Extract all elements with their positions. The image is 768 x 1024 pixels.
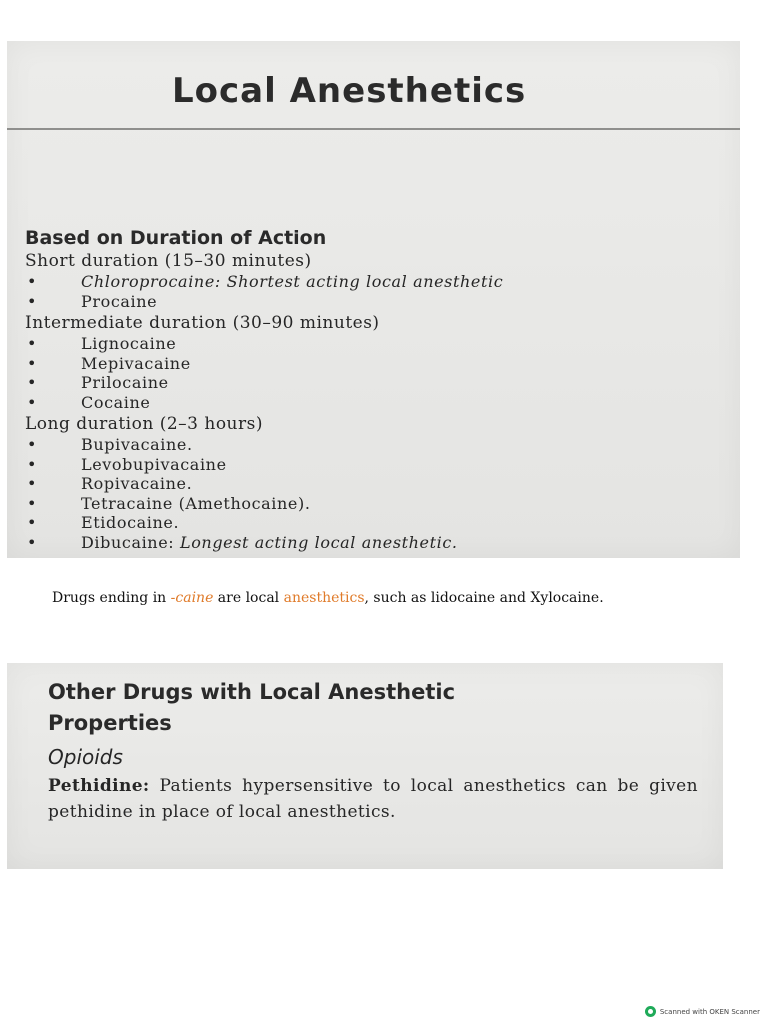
drug-note: Longest acting local anesthetic.	[179, 532, 458, 552]
group-title: Long duration (2–3 hours)	[25, 414, 263, 434]
oken-scanner-logo-icon	[645, 1006, 656, 1017]
textbook-photo-other-drugs	[7, 663, 723, 869]
list-item: • Ropivacaine.	[25, 474, 730, 494]
duration-group-intermediate	[25, 313, 730, 412]
caption-term: lidocaine	[430, 590, 496, 606]
section-heading	[48, 677, 698, 739]
group-title: Intermediate duration (30–90 minutes)	[25, 313, 380, 333]
subheading: Opioids	[48, 745, 123, 769]
duration-section	[25, 227, 730, 552]
scanner-watermark	[645, 1006, 760, 1017]
list-item: • Etidocaine.	[25, 513, 730, 533]
drug-name: Dibucaine:	[81, 532, 175, 552]
list-item: • Procaine	[25, 292, 730, 312]
caption-term: Xylocaine	[530, 590, 600, 606]
list-item: • Tetracaine (Amethocaine).	[25, 494, 730, 514]
textbook-photo-local-anesthetics	[7, 41, 740, 558]
caption-suffix: -caine	[170, 590, 214, 606]
caption-part: , such as	[364, 590, 431, 606]
list-item: • Mepivacaine	[25, 354, 730, 374]
definition: Patients hypersensitive to local anesthetics can be given pethidine in place of local anesthetics.	[48, 776, 698, 822]
section-heading: Based on Duration of Action	[25, 227, 327, 249]
caption-highlight: anesthetics	[283, 590, 365, 606]
term: Pethidine:	[48, 776, 150, 796]
caption-part: are local	[213, 590, 284, 606]
caption-part: and	[495, 590, 531, 606]
heading-line: Other Drugs with Local Anesthetic	[48, 680, 456, 704]
page-title: Local Anesthetics	[172, 71, 527, 111]
other-drugs-section	[48, 677, 698, 825]
paragraph	[48, 773, 698, 825]
list-item: • Cocaine	[25, 393, 730, 413]
group-title: Short duration (15–30 minutes)	[25, 251, 312, 271]
caption-part: .	[599, 590, 604, 606]
caption-part: Drugs ending in	[52, 590, 171, 606]
watermark-text: Scanned with OKEN Scanner	[659, 1007, 760, 1016]
list-item: • Levobupivacaine	[25, 455, 730, 475]
title-divider	[7, 128, 740, 130]
list-item	[25, 533, 730, 553]
duration-group-short	[25, 251, 730, 311]
list-item: • Prilocaine	[25, 373, 730, 393]
caption-text	[52, 590, 752, 606]
list-item: • Lignocaine	[25, 334, 730, 354]
heading-line: Properties	[48, 711, 172, 735]
duration-group-long	[25, 414, 730, 552]
list-item: • Bupivacaine.	[25, 435, 730, 455]
list-item: • Chloroprocaine: Shortest acting local anesthetic	[25, 272, 730, 292]
